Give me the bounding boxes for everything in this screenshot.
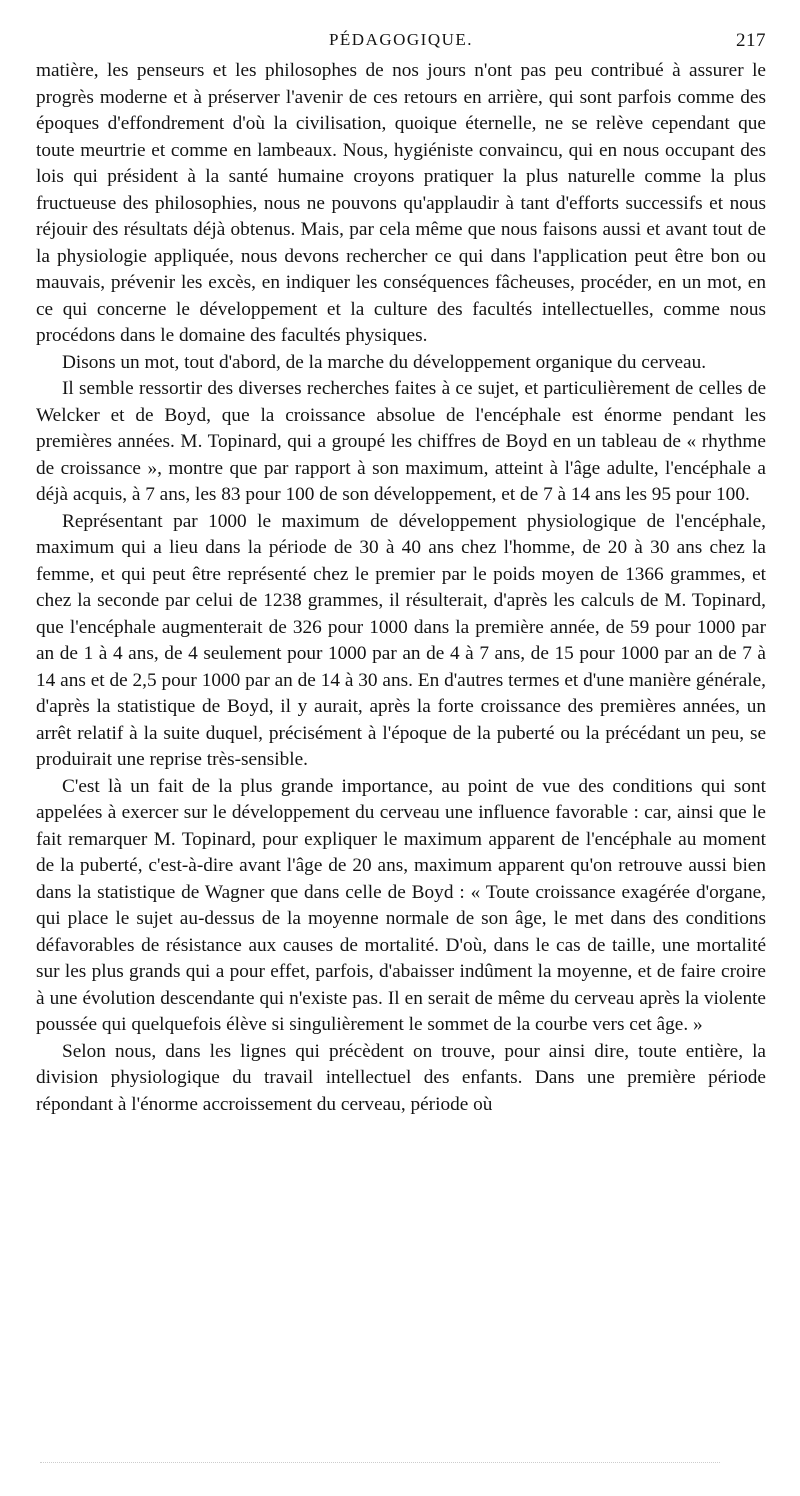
body-text [36,58,766,1118]
running-head [36,30,766,56]
paragraph: Il semble ressortir des diverses recherches faites à ce sujet, et particulièrement de celles de Welcker et de Boyd, que la croissance absolue de l'encéphale est énorme pendant les premières années. M. Topinard, qui a groupé les chiffres de Boyd en un tableau de « rhythme de croissance », montre que par rapport à son maximum, atteint à l'âge adulte, l'encéphale a déjà acquis, à 7 ans, les 83 pour 100 de son développement, et de 7 à 14 ans les 95 pour 100. [36,378,766,505]
page-number: 217 [736,30,766,51]
running-title: PÉDAGOGIQUE. [328,30,474,49]
paragraph: Selon nous, dans les lignes qui précèdent on trouve, pour ainsi dire, toute entière, la division physiologique du travail intellectuel des enfants. Dans une première période répondant à l'énorme accroissement du cerveau, période où [36,1040,766,1115]
paragraph-continued: matière, les penseurs et les philosophes de nos jours n'ont pas peu contribué à assurer le progrès moderne et à préserver l'avenir de ces retours en arrière, qui sont parfois comme des époques d'effondrement d'où la civilisation, quoique éternelle, ne se relève cependant que toute meurtrie et comme en lambeaux. Nous, hygiéniste convaincu, qui en nous occupant des lois qui président à la santé humaine croyons pratiquer la plus naturelle comme la plus fructueuse des philosophies, nous ne pouvons qu'applaudir à tant d'efforts successifs et nous réjouir des résultats déjà obtenus. Mais, par cela même que nous faisons aussi et avant tout de la physiologie appliquée, nous devons rechercher ce qui dans l'application peut être bon ou mauvais, prévenir les excès, en indiquer les conséquences fâcheuses, procéder, en un mot, en ce qui concerne le développement et la culture des facultés intellectuelles, comme nous procédons dans le domaine des facultés physiques. [36,60,766,346]
paragraph: Représentant par 1000 le maximum de développement physiologique de l'encéphale, maximum qui a lieu dans la période de 30 à 40 ans chez l'homme, de 20 à 30 ans chez la femme, et qui peut être représenté chez le premier par le poids moyen de 1366 grammes, et chez la seconde par celui de 1238 grammes, il résulterait, d'après les calculs de M. Topinard, que l'encéphale augmenterait de 326 pour 1000 dans la première année, de 59 pour 1000 par an de 1 à 4 ans, de 4 seulement pour 1000 par an de 4 à 7 ans, de 15 pour 1000 par an de 7 à 14 ans et de 2,5 pour 1000 par an de 14 à 30 ans. En d'autres termes et d'une manière générale, d'après la statistique de Boyd, il y aurait, après la forte croissance des premières années, un arrêt relatif à la suite duquel, précisément à l'époque de la puberté ou la précédant un peu, se produirait une reprise très-sensible. [36,510,766,770]
paragraph: Disons un mot, tout d'abord, de la marche du développement organique du cerveau. [62,351,707,373]
scan-artifact-line [40,1462,720,1467]
paragraph: C'est là un fait de la plus grande importance, au point de vue des conditions qui sont appelées à exercer sur le développement du cerveau une influence favorable : car, ainsi que le fait remarquer M. Topinard, pour expliquer le maximum apparent de l'encéphale au moment de la puberté, c'est-à-dire avant l'âge de 20 ans, maximum apparent qu'on retrouve aussi bien dans la statistique de Wagner que dans celle de Boyd : « Toute croissance exagérée d'organe, qui place le sujet au-dessus de la moyenne normale de son âge, le met dans des conditions défavorables de résistance aux causes de mortalité. D'où, dans le cas de taille, une mortalité sur les plus grands qui a pour effet, parfois, d'abaisser indûment la moyenne, et de faire croire à une évolution descendante qui n'existe pas. Il en serait de même du cerveau après la violente poussée qui quelquefois élève si singulièrement le sommet de la courbe vers cet âge. » [36,775,766,1035]
